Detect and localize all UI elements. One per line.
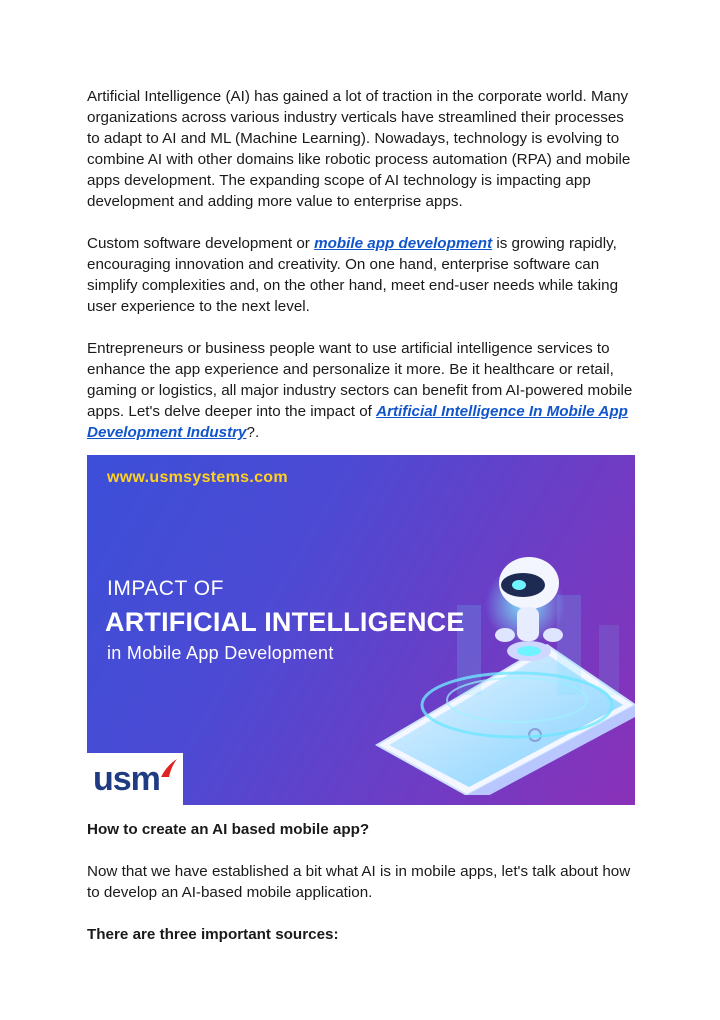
entrepreneurs-text-after: ?. [246, 424, 260, 441]
usm-logo-text: usm [93, 760, 160, 798]
robot-icon [485, 557, 565, 661]
how-to-create-heading: How to create an AI based mobile app? [87, 821, 370, 838]
usm-logo [87, 753, 183, 805]
entrepreneurs-text-before: Entrepreneurs or business people want to use artificial intelligence services to enhance the app experience and personalize it more. Be it healthcare or retail, gaming or logistics, all major industry sectors can benefit from AI-powered mobile apps. Let's delve deeper into the impact of [87, 340, 633, 420]
banner-subtitle: in Mobile App Development [107, 643, 334, 663]
phone-icon [377, 645, 635, 795]
intro-paragraph: Artificial Intelligence (AI) has gained a lot of traction in the corporate world. Many organizations across various industry verticals have streamlined their processes to adapt to AI and ML (Machine Learning). Nowadays, technology is evolving to combine AI with other domains like robotic process automation (RPA) and mobile apps development. The expanding scope of AI technology is impacting app development and adding more value to enterprise apps. [87, 88, 631, 210]
established-paragraph: Now that we have established a bit what AI is in mobile apps, let's talk about how to develop an AI-based mobile application. [87, 863, 631, 901]
banner-impact-of: IMPACT OF [107, 577, 224, 600]
banner-url: www.usmsystems.com [107, 469, 288, 486]
custom-software-paragraph [87, 233, 639, 317]
custom-software-text-before: Custom software development or [87, 235, 315, 252]
banner-artificial-intelligence: ARTIFICIAL INTELLIGENCE [105, 607, 465, 637]
three-sources-heading: There are three important sources: [87, 926, 339, 943]
mobile-app-development-link[interactable]: mobile app development [314, 235, 493, 252]
robot-phone-illustration [367, 495, 635, 795]
ai-in-mobile-app-development-link[interactable]: Artificial Intelligence In Mobile App Development Industry [87, 403, 628, 441]
logo-swoosh-icon [159, 757, 179, 779]
custom-software-text-after: is growing rapidly, encouraging innovation and creativity. On one hand, enterprise software can simplify complexities and, on the other hand, meet end-user needs while taking user experience to the next level. [87, 235, 619, 315]
entrepreneurs-paragraph [87, 338, 639, 443]
document-page [87, 86, 639, 945]
ai-banner-image [87, 455, 635, 805]
